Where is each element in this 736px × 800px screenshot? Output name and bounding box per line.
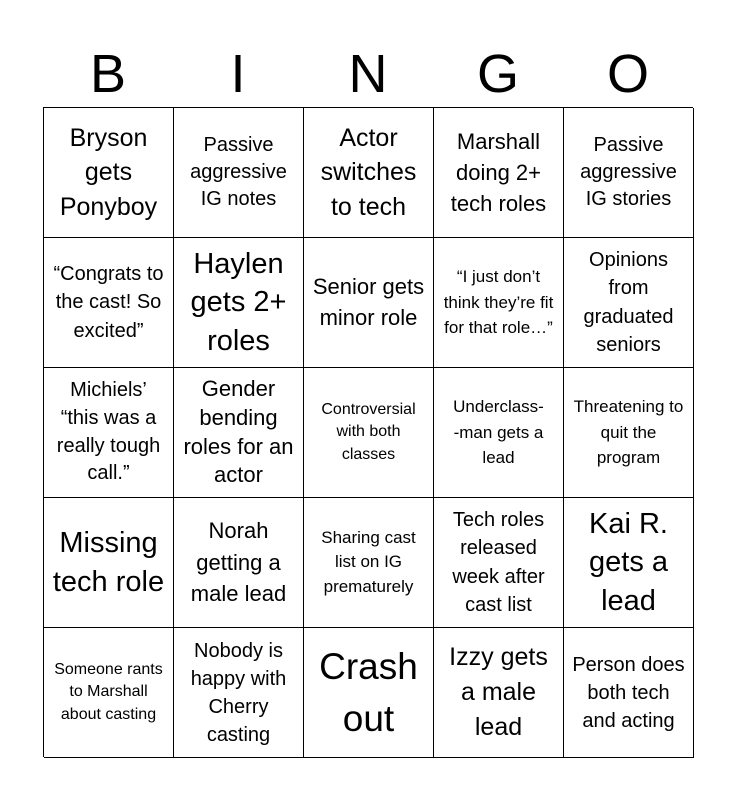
cell-text: Passive aggressive IG notes	[190, 134, 287, 210]
cell-text: Marshall doing 2+ tech roles	[450, 128, 547, 217]
bingo-cell[interactable]	[434, 498, 564, 628]
bingo-cell[interactable]	[434, 628, 564, 758]
title-letter-i: I	[230, 44, 246, 104]
title-letter-g: G	[476, 44, 519, 104]
cell-text: Michiels’ “this was a really tough call.”	[56, 379, 161, 485]
cell-text: Gender bending roles for an actor	[183, 376, 294, 488]
bingo-cell[interactable]	[564, 498, 694, 628]
bingo-cell[interactable]	[304, 498, 434, 628]
bingo-cell[interactable]	[44, 108, 174, 238]
cell-text: “I just don’t think they’re fit for that role…”	[443, 267, 554, 338]
cell-text: Izzy gets a male lead	[449, 643, 548, 741]
bingo-cell[interactable]	[564, 368, 694, 498]
bingo-cell[interactable]	[434, 368, 564, 498]
bingo-cell[interactable]	[304, 368, 434, 498]
cell-text: Missing tech role	[52, 526, 165, 598]
cell-text: Actor switches to tech	[320, 123, 417, 221]
cell-text: Nobody is happy with Cherry casting	[190, 639, 287, 746]
bingo-cell[interactable]	[174, 108, 304, 238]
cell-text: Bryson gets Ponyboy	[59, 123, 158, 221]
bingo-cell[interactable]	[174, 238, 304, 368]
cell-text: Passive aggressive IG stories	[580, 134, 677, 210]
bingo-cell[interactable]	[304, 628, 434, 758]
bingo-cell[interactable]	[174, 368, 304, 498]
bingo-title	[43, 40, 693, 108]
bingo-cell[interactable]	[564, 238, 694, 368]
bingo-cell[interactable]	[174, 628, 304, 758]
cell-text: Sharing cast list on IG prematurely	[321, 527, 416, 596]
title-letter-o: O	[606, 44, 649, 104]
bingo-cell[interactable]	[44, 238, 174, 368]
bingo-cell[interactable]	[44, 368, 174, 498]
cell-text: Tech roles released week after cast list	[452, 508, 545, 616]
bingo-cell[interactable]	[434, 238, 564, 368]
cell-text: “Congrats to the cast! So excited”	[53, 262, 164, 342]
bingo-cell[interactable]	[434, 108, 564, 238]
cell-text: Person does both tech and acting	[572, 653, 685, 732]
bingo-cell[interactable]	[564, 108, 694, 238]
cell-text: Norah getting a male lead	[190, 517, 287, 607]
bingo-cell[interactable]	[44, 628, 174, 758]
cell-text: Someone rants to Marshall about casting	[54, 660, 163, 723]
cell-text: Underclass- -man gets a lead	[453, 397, 544, 468]
cell-text: Opinions from graduated seniors	[583, 248, 674, 356]
cell-text: Kai R. gets a lead	[589, 507, 668, 617]
bingo-cell[interactable]	[564, 628, 694, 758]
title-letter-n: N	[348, 44, 388, 104]
title-letter-b: B	[89, 44, 127, 104]
cell-text: Haylen gets 2+ roles	[190, 247, 287, 357]
cell-text: Controversial with both classes	[321, 400, 416, 463]
cell-text: Threatening to quit the program	[573, 397, 684, 468]
bingo-cell[interactable]	[304, 108, 434, 238]
bingo-cell[interactable]	[174, 498, 304, 628]
cell-text: Senior gets minor role	[312, 273, 425, 330]
bingo-cell[interactable]	[304, 238, 434, 368]
cell-text: Crash out	[319, 645, 418, 739]
bingo-board	[43, 107, 693, 757]
bingo-cell[interactable]	[44, 498, 174, 628]
